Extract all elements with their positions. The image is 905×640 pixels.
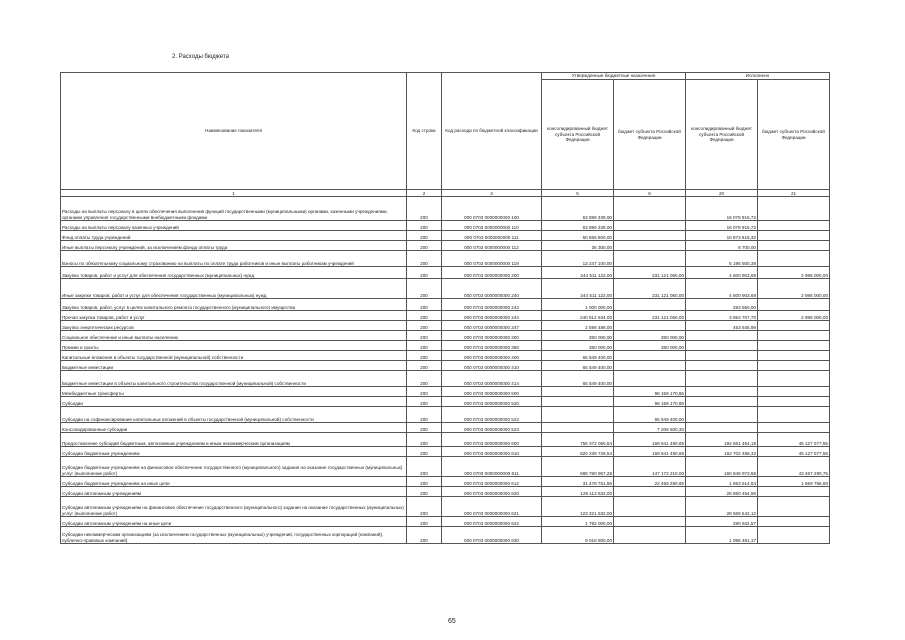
row-classification-code: 000 0703 0000000000 111 bbox=[442, 231, 542, 241]
row-classification-code: 000 0703 0000000000 520 bbox=[442, 397, 542, 407]
table-row bbox=[61, 447, 830, 457]
row-classification-code: 000 0703 0000000000 414 bbox=[442, 371, 542, 387]
row-name: Расходы на выплаты персоналу в целях обеспечения выполнения функций государственными (муниципальными) органами, казенными учреждениями, органами управления государственными внебюджетными фондами bbox=[61, 197, 407, 221]
table-row bbox=[61, 487, 830, 497]
row-approved-subject bbox=[614, 251, 686, 267]
row-approved-subject: 231 121 060,00 bbox=[614, 267, 686, 279]
row-approved-subject bbox=[614, 497, 686, 517]
row-classification-code: 000 0703 0000000000 612 bbox=[442, 477, 542, 487]
row-line-code: 200 bbox=[407, 251, 442, 267]
row-executed-consolidated bbox=[686, 397, 758, 407]
row-executed-subject: 2 986 000,00 bbox=[758, 267, 830, 279]
row-executed-consolidated bbox=[686, 407, 758, 423]
header-approved-consolidated: консолидированный бюджет субъекта Российской Федерации bbox=[542, 80, 614, 190]
row-name: Предоставление субсидий бюджетным, автономным учреждениям и иным некоммерческим организациям bbox=[61, 433, 407, 447]
row-approved-subject: 231 121 060,00 bbox=[614, 279, 686, 299]
row-approved-consolidated: 13 247 100,00 bbox=[542, 251, 614, 267]
row-executed-subject: 2 986 000,00 bbox=[758, 311, 830, 321]
header-executed-subject: бюджет субъекта Российской Федерации bbox=[758, 80, 830, 190]
row-approved-subject: 7 208 600,30 bbox=[614, 423, 686, 433]
row-name: Капитальные вложения в объекты государственной (муниципальной) собственности bbox=[61, 351, 407, 361]
row-executed-consolidated: 293 550,00 bbox=[686, 299, 758, 311]
column-number: 2 bbox=[407, 190, 442, 197]
row-line-code: 200 bbox=[407, 527, 442, 544]
row-line-code: 200 bbox=[407, 241, 442, 251]
row-executed-subject bbox=[758, 331, 830, 341]
row-executed-consolidated bbox=[686, 371, 758, 387]
report-section-title: 2. Расходы бюджета bbox=[172, 54, 229, 60]
row-executed-consolidated: 4 600 903,68 bbox=[686, 279, 758, 299]
row-approved-subject bbox=[614, 231, 686, 241]
row-approved-consolidated: 65 549 400,00 bbox=[542, 361, 614, 371]
row-classification-code: 000 0703 0000000000 610 bbox=[442, 447, 542, 457]
row-classification-code: 000 0703 0000000000 300 bbox=[442, 331, 542, 341]
row-approved-consolidated: 1 000 000,00 bbox=[542, 299, 614, 311]
row-executed-subject bbox=[758, 321, 830, 331]
table-row bbox=[61, 361, 830, 371]
table-row bbox=[61, 397, 830, 407]
row-line-code: 200 bbox=[407, 387, 442, 397]
row-executed-consolidated: 453 645,98 bbox=[686, 321, 758, 331]
row-executed-subject bbox=[758, 341, 830, 351]
row-name: Консолидированные субсидии bbox=[61, 423, 407, 433]
row-executed-consolidated: 28 860 454,59 bbox=[686, 487, 758, 497]
table-row bbox=[61, 321, 830, 331]
row-classification-code: 000 0703 0000000000 621 bbox=[442, 497, 542, 517]
row-classification-code: 000 0703 0000000000 522 bbox=[442, 407, 542, 423]
row-name: Иные закупки товаров, работ и услуг для обеспечения государственных (муниципальных) нужд bbox=[61, 279, 407, 299]
row-executed-subject bbox=[758, 497, 830, 517]
row-executed-subject bbox=[758, 371, 830, 387]
page-number: 65 bbox=[448, 618, 456, 625]
row-executed-subject bbox=[758, 251, 830, 267]
row-executed-consolidated: 3 853 707,70 bbox=[686, 311, 758, 321]
column-number: 20 bbox=[686, 190, 758, 197]
row-executed-consolidated: 16 078 915,73 bbox=[686, 197, 758, 221]
row-approved-subject: 350 000,00 bbox=[614, 331, 686, 341]
row-line-code: 200 bbox=[407, 267, 442, 279]
table-row bbox=[61, 423, 830, 433]
row-executed-subject bbox=[758, 407, 830, 423]
row-line-code: 200 bbox=[407, 477, 442, 487]
table-row bbox=[61, 299, 830, 311]
row-name: Субсидии некоммерческим организациям (за исключением государственных (муниципальных) учреждений, государственных корпораций (компаний), публично-правовых компаний) bbox=[61, 527, 407, 544]
row-executed-consolidated: 4 600 903,68 bbox=[686, 267, 758, 279]
row-name: Премии и гранты bbox=[61, 341, 407, 351]
row-classification-code: 000 0703 0000000000 630 bbox=[442, 527, 542, 544]
row-executed-subject bbox=[758, 197, 830, 221]
row-approved-consolidated: 63 899 339,00 bbox=[542, 221, 614, 231]
row-line-code: 200 bbox=[407, 397, 442, 407]
table-row bbox=[61, 371, 830, 387]
row-approved-consolidated: 588 760 957,28 bbox=[542, 457, 614, 477]
row-executed-subject: 2 986 000,00 bbox=[758, 279, 830, 299]
row-approved-subject bbox=[614, 299, 686, 311]
row-executed-consolidated: 1 098 481,17 bbox=[686, 527, 758, 544]
header-name: Наименование показателя bbox=[61, 73, 407, 190]
row-approved-subject: 22 469 280,65 bbox=[614, 477, 686, 487]
row-line-code: 200 bbox=[407, 423, 442, 433]
row-approved-subject bbox=[614, 527, 686, 544]
row-approved-subject bbox=[614, 351, 686, 361]
row-approved-consolidated: 123 321 532,00 bbox=[542, 497, 614, 517]
row-executed-consolidated: 5 196 500,38 bbox=[686, 251, 758, 267]
row-name: Субсидии бюджетным учреждениям на финансовое обеспечение государственного (муниципального) задания на оказание государственных (муниципальных) услуг (выполнение работ) bbox=[61, 457, 407, 477]
row-approved-consolidated: 350 000,00 bbox=[542, 331, 614, 341]
row-approved-consolidated bbox=[542, 387, 614, 397]
row-line-code: 200 bbox=[407, 299, 442, 311]
row-classification-code: 000 0703 0000000000 350 bbox=[442, 341, 542, 351]
row-approved-consolidated: 350 000,00 bbox=[542, 341, 614, 351]
header-approved-subject: бюджет субъекта Российской Федерации bbox=[614, 80, 686, 190]
row-executed-subject bbox=[758, 517, 830, 527]
row-classification-code: 000 0703 0000000000 100 bbox=[442, 197, 542, 221]
row-name: Фонд оплаты труда учреждений bbox=[61, 231, 407, 241]
header-executed-group: Исполнено bbox=[686, 73, 830, 80]
table-row bbox=[61, 433, 830, 447]
row-executed-consolidated: 8 700,00 bbox=[686, 241, 758, 251]
row-approved-subject bbox=[614, 197, 686, 221]
row-name: Прочая закупка товаров, работ и услуг bbox=[61, 311, 407, 321]
row-line-code: 200 bbox=[407, 407, 442, 423]
row-executed-consolidated bbox=[686, 387, 758, 397]
table-row bbox=[61, 407, 830, 423]
row-approved-subject: 98 159 170,86 bbox=[614, 397, 686, 407]
row-approved-subject: 231 121 060,00 bbox=[614, 311, 686, 321]
row-name: Закупка товаров, работ и услуг для обеспечения государственных (муниципальных) нужд bbox=[61, 267, 407, 279]
row-approved-subject: 98 159 170,86 bbox=[614, 387, 686, 397]
row-classification-code: 000 0703 0000000000 119 bbox=[442, 251, 542, 267]
row-line-code: 200 bbox=[407, 341, 442, 351]
row-executed-consolidated: 1 853 514,64 bbox=[686, 477, 758, 487]
row-approved-consolidated: 620 239 728,54 bbox=[542, 447, 614, 457]
row-approved-consolidated: 9 018 800,00 bbox=[542, 527, 614, 544]
table-row bbox=[61, 387, 830, 397]
row-name: Субсидии на софинансирование капитальных вложений в объекты государственной (муниципальной) собственности bbox=[61, 407, 407, 423]
table-row bbox=[61, 251, 830, 267]
expenditure-table bbox=[60, 72, 830, 544]
row-approved-subject: 350 000,00 bbox=[614, 341, 686, 351]
row-line-code: 200 bbox=[407, 231, 442, 241]
table-row bbox=[61, 197, 830, 221]
row-line-code: 200 bbox=[407, 487, 442, 497]
table-row bbox=[61, 341, 830, 351]
row-executed-consolidated: 10 873 615,32 bbox=[686, 231, 758, 241]
row-line-code: 200 bbox=[407, 221, 442, 231]
row-approved-subject bbox=[614, 221, 686, 231]
row-classification-code: 000 0703 0000000000 523 bbox=[442, 423, 542, 433]
row-approved-consolidated: 2 598 488,00 bbox=[542, 321, 614, 331]
row-approved-consolidated bbox=[542, 407, 614, 423]
row-executed-consolidated bbox=[686, 351, 758, 361]
row-approved-consolidated bbox=[542, 397, 614, 407]
row-line-code: 200 bbox=[407, 457, 442, 477]
table-row bbox=[61, 477, 830, 487]
row-approved-consolidated: 244 511 122,00 bbox=[542, 267, 614, 279]
row-line-code: 200 bbox=[407, 197, 442, 221]
table-row bbox=[61, 311, 830, 321]
header-line-code: Код строки bbox=[407, 73, 442, 190]
row-approved-subject: 147 172 210,00 bbox=[614, 457, 686, 477]
row-classification-code: 000 0703 0000000000 622 bbox=[442, 517, 542, 527]
row-executed-consolidated: 16 078 915,73 bbox=[686, 221, 758, 231]
row-approved-subject bbox=[614, 517, 686, 527]
row-name: Субсидии автономным учреждениям bbox=[61, 487, 407, 497]
row-executed-consolidated: 290 942,57 bbox=[686, 517, 758, 527]
column-number: 1 bbox=[61, 190, 407, 197]
row-line-code: 200 bbox=[407, 331, 442, 341]
row-classification-code: 000 0703 0000000000 247 bbox=[442, 321, 542, 331]
row-executed-subject bbox=[758, 241, 830, 251]
row-approved-consolidated: 63 899 339,00 bbox=[542, 197, 614, 221]
row-line-code: 200 bbox=[407, 279, 442, 299]
row-classification-code: 000 0703 0000000000 110 bbox=[442, 221, 542, 231]
table-row bbox=[61, 351, 830, 361]
column-number: 21 bbox=[758, 190, 830, 197]
row-classification-code: 000 0703 0000000000 611 bbox=[442, 457, 542, 477]
row-executed-consolidated: 160 848 973,68 bbox=[686, 457, 758, 477]
row-approved-subject bbox=[614, 361, 686, 371]
table-row bbox=[61, 241, 830, 251]
row-approved-subject bbox=[614, 371, 686, 387]
row-line-code: 200 bbox=[407, 447, 442, 457]
row-approved-subject bbox=[614, 321, 686, 331]
row-approved-subject bbox=[614, 487, 686, 497]
row-approved-consolidated: 31 478 751,56 bbox=[542, 477, 614, 487]
row-name: Закупка товаров, работ, услуг в целях капитального ремонта государственного (муниципального) имущества bbox=[61, 299, 407, 311]
row-approved-consolidated: 65 549 400,00 bbox=[542, 351, 614, 361]
row-name: Субсидии бюджетным учреждениям bbox=[61, 447, 407, 457]
row-classification-code: 000 0703 0000000000 244 bbox=[442, 311, 542, 321]
table-body bbox=[61, 197, 830, 544]
column-number: 3 bbox=[442, 190, 542, 197]
row-approved-consolidated: 756 372 050,54 bbox=[542, 433, 614, 447]
row-approved-subject: 65 549 400,00 bbox=[614, 407, 686, 423]
row-executed-subject bbox=[758, 221, 830, 231]
row-approved-subject bbox=[614, 241, 686, 251]
row-name: Бюджетные инвестиции в объекты капитального строительства государственной (муниципальной) собственности bbox=[61, 371, 407, 387]
table-row bbox=[61, 279, 830, 299]
table-row bbox=[61, 527, 830, 544]
row-line-code: 200 bbox=[407, 351, 442, 361]
row-approved-consolidated: 125 113 532,00 bbox=[542, 487, 614, 497]
row-approved-consolidated bbox=[542, 423, 614, 433]
row-line-code: 200 bbox=[407, 361, 442, 371]
row-executed-subject: 1 659 786,80 bbox=[758, 477, 830, 487]
row-executed-consolidated: 192 661 454,18 bbox=[686, 433, 758, 447]
header-approved-group: Утвержденные бюджетные назначения bbox=[542, 73, 686, 80]
row-executed-subject bbox=[758, 527, 830, 544]
row-classification-code: 000 0703 0000000000 400 bbox=[442, 351, 542, 361]
table-row bbox=[61, 231, 830, 241]
table-row bbox=[61, 221, 830, 231]
row-classification-code: 000 0703 0000000000 243 bbox=[442, 299, 542, 311]
row-approved-consolidated: 240 912 634,00 bbox=[542, 311, 614, 321]
row-classification-code: 000 0703 0000000000 200 bbox=[442, 267, 542, 279]
table-row bbox=[61, 497, 830, 517]
row-executed-subject bbox=[758, 351, 830, 361]
row-executed-subject bbox=[758, 397, 830, 407]
row-name: Субсидии бюджетным учреждениям на иные цели bbox=[61, 477, 407, 487]
row-line-code: 200 bbox=[407, 311, 442, 321]
row-executed-subject bbox=[758, 423, 830, 433]
row-approved-consolidated: 35 300,00 bbox=[542, 241, 614, 251]
row-name: Субсидии автономным учреждениям на иные цели bbox=[61, 517, 407, 527]
row-executed-subject bbox=[758, 361, 830, 371]
row-executed-subject bbox=[758, 231, 830, 241]
row-classification-code: 000 0703 0000000000 112 bbox=[442, 241, 542, 251]
row-executed-subject bbox=[758, 387, 830, 397]
row-approved-consolidated: 65 549 400,00 bbox=[542, 371, 614, 387]
row-name: Закупка энергетических ресурсов bbox=[61, 321, 407, 331]
row-executed-subject bbox=[758, 487, 830, 497]
row-name: Расходы на выплаты персоналу казенных учреждений bbox=[61, 221, 407, 231]
row-executed-consolidated bbox=[686, 361, 758, 371]
header-executed-consolidated: консолидированный бюджет субъекта Российской Федерации bbox=[686, 80, 758, 190]
row-executed-consolidated: 162 702 488,32 bbox=[686, 447, 758, 457]
row-executed-subject: 45 127 077,55 bbox=[758, 433, 830, 447]
row-line-code: 200 bbox=[407, 433, 442, 447]
row-executed-subject bbox=[758, 299, 830, 311]
row-classification-code: 000 0703 0000000000 600 bbox=[442, 433, 542, 447]
row-executed-subject: 43 467 290,75 bbox=[758, 457, 830, 477]
row-approved-consolidated: 1 792 000,00 bbox=[542, 517, 614, 527]
table-row bbox=[61, 517, 830, 527]
row-executed-consolidated bbox=[686, 341, 758, 351]
row-executed-consolidated bbox=[686, 423, 758, 433]
row-approved-consolidated: 244 511 122,00 bbox=[542, 279, 614, 299]
column-number: 6 bbox=[614, 190, 686, 197]
row-approved-subject: 169 641 490,65 bbox=[614, 433, 686, 447]
row-name: Межбюджетные трансферты bbox=[61, 387, 407, 397]
row-name: Субсидии автономным учреждениям на финансовое обеспечение государственного (муниципального) задания на оказание государственных (муниципальных) услуг (выполнение работ) bbox=[61, 497, 407, 517]
row-executed-consolidated: 28 569 542,12 bbox=[686, 497, 758, 517]
row-classification-code: 000 0703 0000000000 240 bbox=[442, 279, 542, 299]
row-name: Иные выплаты персоналу учреждений, за исключением фонда оплаты труда bbox=[61, 241, 407, 251]
row-classification-code: 000 0703 0000000000 500 bbox=[442, 387, 542, 397]
row-executed-subject: 45 127 077,55 bbox=[758, 447, 830, 457]
column-number: 5 bbox=[542, 190, 614, 197]
row-name: Взносы по обязательному социальному страхованию на выплаты по оплате труда работников и иные выплаты работникам учреждений bbox=[61, 251, 407, 267]
row-approved-consolidated: 50 656 800,00 bbox=[542, 231, 614, 241]
table-row bbox=[61, 267, 830, 279]
table-row bbox=[61, 457, 830, 477]
row-name: Субсидии bbox=[61, 397, 407, 407]
row-executed-consolidated bbox=[686, 331, 758, 341]
row-line-code: 200 bbox=[407, 321, 442, 331]
row-approved-subject: 169 641 490,65 bbox=[614, 447, 686, 457]
table-row bbox=[61, 331, 830, 341]
row-name: Социальное обеспечение и иные выплаты населению bbox=[61, 331, 407, 341]
row-line-code: 200 bbox=[407, 517, 442, 527]
row-classification-code: 000 0703 0000000000 410 bbox=[442, 361, 542, 371]
row-line-code: 200 bbox=[407, 497, 442, 517]
row-classification-code: 000 0703 0000000000 620 bbox=[442, 487, 542, 497]
row-name: Бюджетные инвестиции bbox=[61, 361, 407, 371]
row-line-code: 200 bbox=[407, 371, 442, 387]
header-classification: Код расхода по бюджетной классификации bbox=[442, 73, 542, 190]
